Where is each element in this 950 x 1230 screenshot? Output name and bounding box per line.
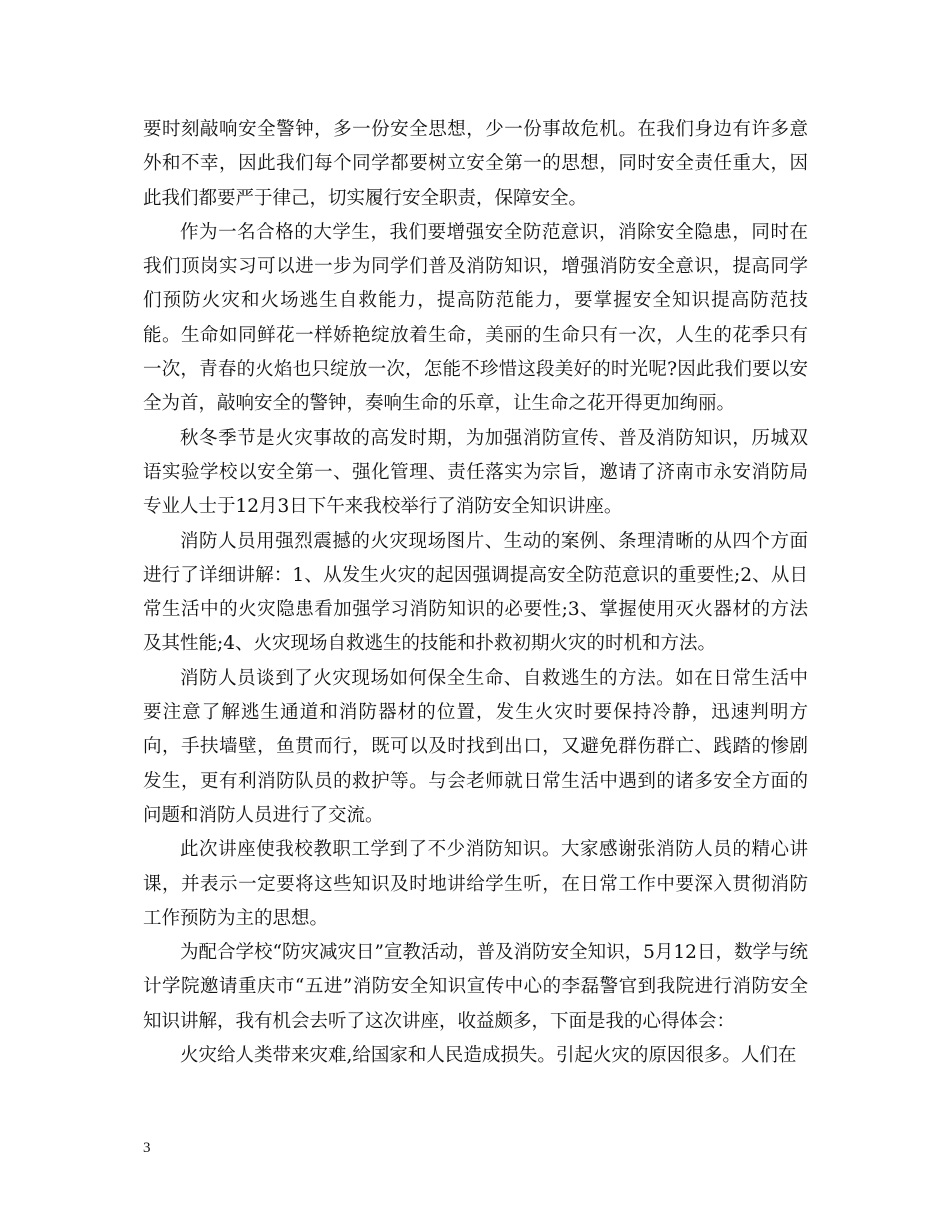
paragraph-continuation: 要时刻敲响安全警钟，多一份安全思想，少一份事故危机。在我们身边有许多意外和不幸，因此我们每个同学都要树立安全第一的思想，同时安全责任重大，因此我们都要严于律己，切实履行安全职责，保障安全。 — [143, 119, 808, 209]
document-body — [143, 113, 808, 1073]
paragraph: 作为一名合格的大学生，我们要增强安全防范意识，消除安全隐患，同时在我们顶岗实习可以进一步为同学们普及消防知识，增强消防安全意识，提高同学们预防火灾和火场逃生自救能力，提高防范能力，要掌握安全知识提高防范技能。生命如同鲜花一样娇艳绽放着生命，美丽的生命只有一次，人生的花季只有一次，青春的火焰也只绽放一次，怎能不珍惜这段美好的时光呢?因此我们要以安全为首，敲响安全的警钟，奏响生命的乐章，让生命之花开得更加绚丽。 — [143, 221, 808, 415]
paragraph: 消防人员谈到了火灾现场如何保全生命、自救逃生的方法。如在日常生活中要注意了解逃生通道和消防器材的位置，发生火灾时要保持冷静，迅速判明方向，手扶墙壁，鱼贯而行，既可以及时找到出口，又避免群伤群亡、践踏的惨剧发生，更有利消防队员的救护等。与会老师就日常生活中遇到的诸多安全方面的问题和消防人员进行了交流。 — [143, 667, 808, 826]
page-number: 3 — [143, 1140, 151, 1156]
paragraph: 为配合学校“防灾减灾日”宣教活动，普及消防安全知识，5月12日，数学与统计学院邀请重庆市“五进”消防安全知识宣传中心的李磊警官到我院进行消防安全知识讲解，我有机会去听了这次讲座，收益颇多，下面是我的心得体会： — [143, 942, 808, 1032]
paragraph: 消防人员用强烈震撼的火灾现场图片、生动的案例、条理清晰的从四个方面进行了详细讲解：1、从发生火灾的起因强调提高安全防范意识的重要性;2、从日常生活中的火灾隐患看加强学习消防知识的必要性;3、掌握使用灭火器材的方法及其性能;4、火灾现场自救逃生的技能和扑救初期火灾的时机和方法。 — [143, 530, 808, 655]
paragraph: 火灾给人类带来灾难,给国家和人民造成损失。引起火灾的原因很多。人们在 — [180, 1045, 797, 1067]
paragraph: 秋冬季节是火灾事故的高发时期，为加强消防宣传、普及消防知识，历城双语实验学校以安全第一、强化管理、责任落实为宗旨，邀请了济南市永安消防局专业人士于12月3日下午来我校举行了消防安全知识讲座。 — [143, 427, 808, 518]
paragraph: 此次讲座使我校教职工学到了不少消防知识。大家感谢张消防人员的精心讲课，并表示一定要将这些知识及时地讲给学生听，在日常工作中要深入贯彻消防工作预防为主的思想。 — [143, 839, 808, 929]
